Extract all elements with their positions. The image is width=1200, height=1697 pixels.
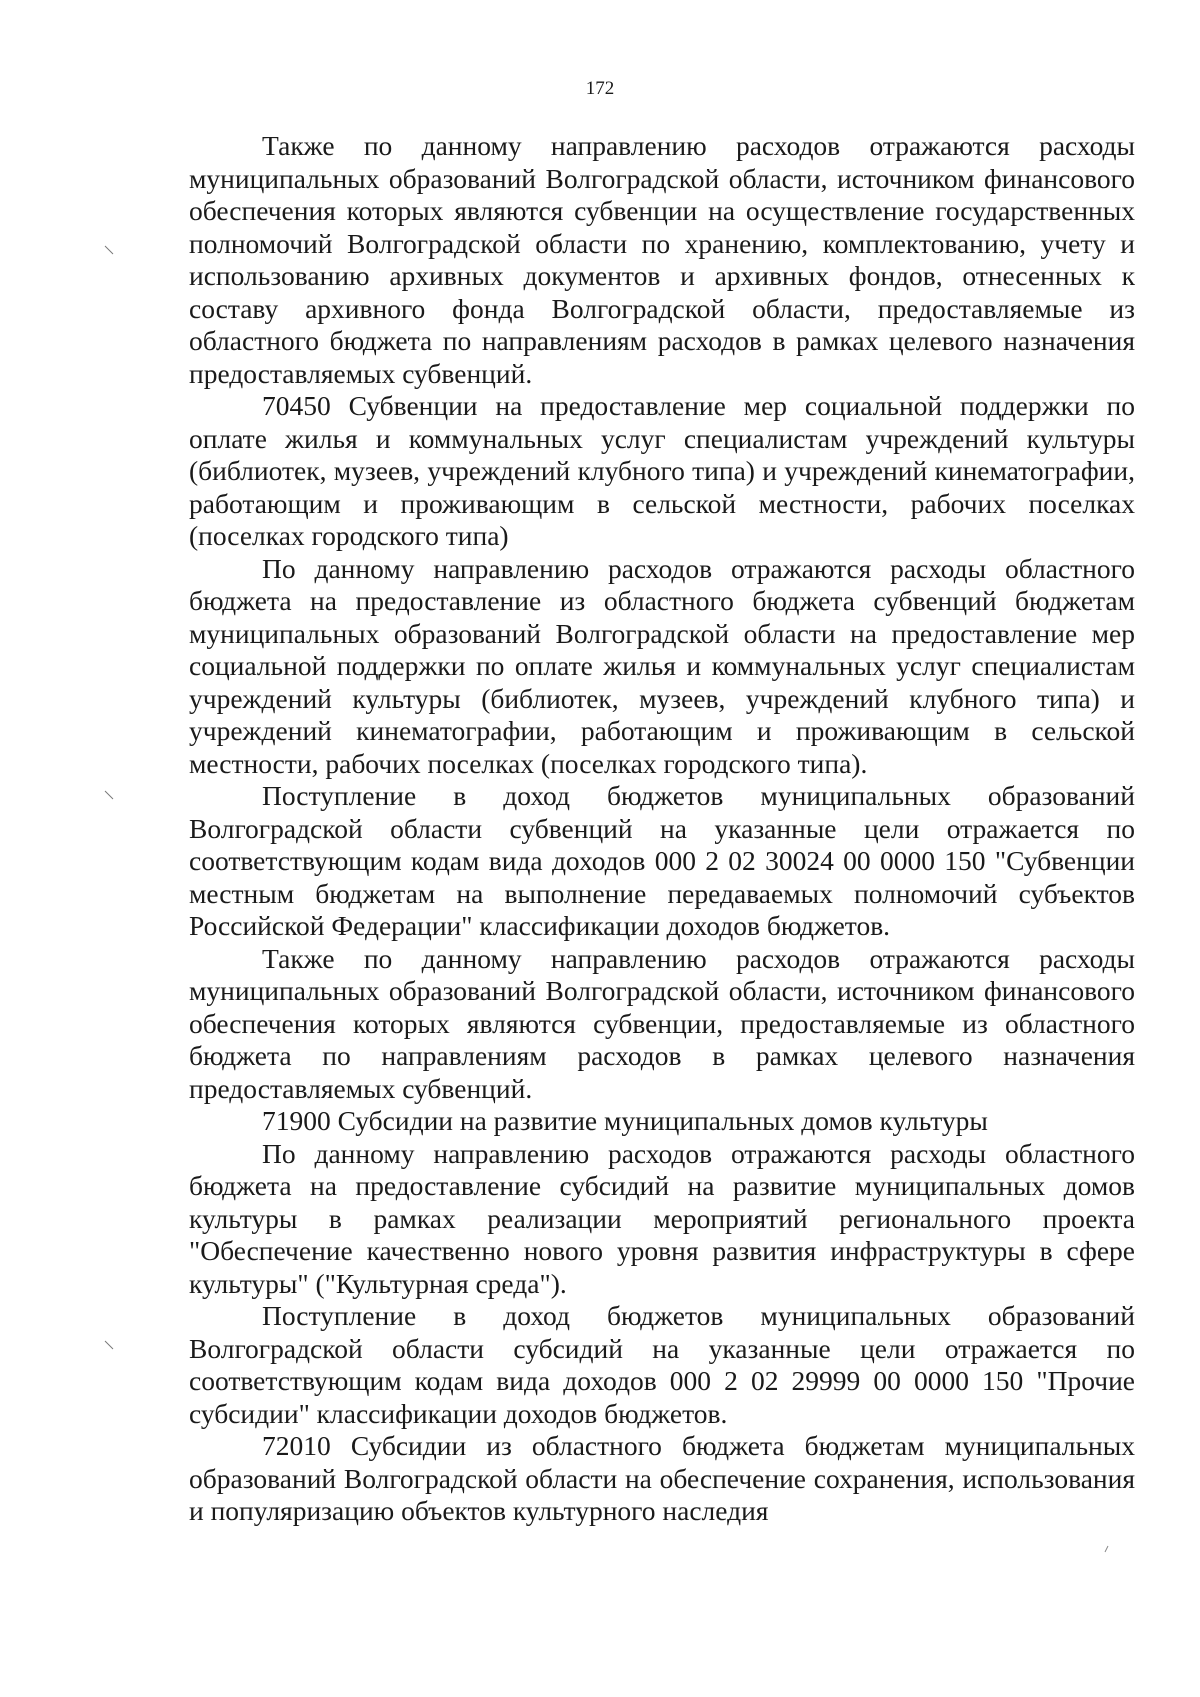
paragraph-70450-description: По данному направлению расходов отражаются расходы областного бюджета на предоставление из областного бюджета субвенций бюджетам муниципальных образований Волгоградской области на предоставление мер социальной поддержки по оплате жилья и коммунальных услуг специалистам учреждений культуры (библиотек, музеев, учреждений клубного типа) и учреждений кинематографии, работающим и проживающим в сельской местности, рабочих поселках (поселках городского типа). xyxy=(189,552,1135,779)
scan-mark xyxy=(104,790,116,802)
paragraph-70450-heading: 70450 Субвенции на предоставление мер социальной поддержки по оплате жилья и коммунальных услуг специалистам учреждений культуры (библиотек, музеев, учреждений клубного типа) и учреждений кинематографии, работающим и проживающим в сельской местности, рабочих поселках (поселках городского типа) xyxy=(189,390,1135,551)
paragraph-72010-heading: 72010 Субсидии из областного бюджета бюджетам муниципальных образований Волгоградской области на обеспечение сохранения, использования и популяризацию объектов культурного наследия xyxy=(189,1430,1135,1526)
paragraph-71900-heading: 71900 Субсидии на развитие муниципальных домов культуры xyxy=(262,1105,988,1136)
paragraph-71900-description: По данному направлению расходов отражаются расходы областного бюджета на предоставление субсидий на развитие муниципальных домов культуры в рамках реализации мероприятий регионального проекта "Обеспечение качественно нового уровня развития инфраструктуры в сфере культуры" ("Культурная среда"). xyxy=(189,1137,1135,1299)
paragraph-70450-municipal-expenses: Также по данному направлению расходов отражаются расходы муниципальных образований Волгоградской области, источником финансового обеспечения которых являются субвенции, предоставляемые из областного бюджета по направлениям расходов в рамках целевого назначения предоставляемых субвенций. xyxy=(189,942,1135,1104)
page-number: 172 xyxy=(585,78,615,99)
paragraph-archive-subventions: Также по данному направлению расходов отражаются расходы муниципальных образований Волгоградской области, источником финансового обеспечения которых являются субвенции на осуществление государственных полномочий Волгоградской области по хранению, комплектованию, учету и использованию архивных документов и архивных фондов, отнесенных к составу архивного фонда Волгоградской области, предоставляемые из областного бюджета по направлениям расходов в рамках целевого назначения предоставляемых субвенций. xyxy=(189,130,1135,389)
paragraph-71900-revenue: Поступление в доход бюджетов муниципальных образований Волгоградской области субсидий на указанные цели отражается по соответствующим кодам вида доходов 000 2 02 29999 00 0000 150 "Прочие субсидии" классификации доходов бюджетов. xyxy=(189,1300,1135,1429)
scan-mark xyxy=(1100,1545,1112,1557)
scan-mark xyxy=(104,1340,116,1352)
paragraph-70450-revenue: Поступление в доход бюджетов муниципальных образований Волгоградской области субвенций на указанные цели отражается по соответствующим кодам вида доходов 000 2 02 30024 00 0000 150 "Субвенции местным бюджетам на выполнение передаваемых полномочий субъектов Российской Федерации" классификации доходов бюджетов. xyxy=(189,780,1135,941)
scan-mark xyxy=(104,245,116,257)
document-body xyxy=(189,130,1135,1528)
